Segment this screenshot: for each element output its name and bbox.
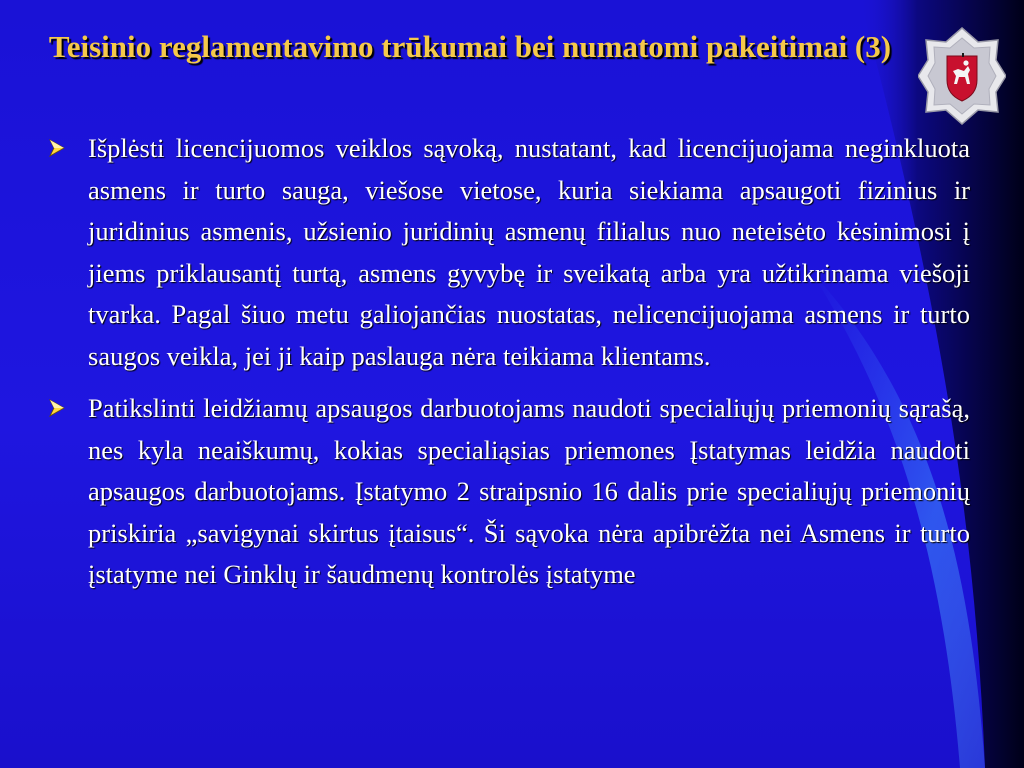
arrow-bullet-icon xyxy=(48,139,66,157)
bullet-text: Patikslinti leidžiamų apsaugos darbuotojams naudoti specialiųjų priemonių sąrašą, nes kyla neaiškumų, kokias specialiąsias priemones Įstatymas leidžia naudoti apsaugos darbuotojams. Įstatymo 2 straipsnio 16 dalis prie specialiųjų priemonių priskiria „savigynai skirtus įtaisus“. Ši sąvoka nėra apibrėžta nei Asmens ir turto įstatyme nei Ginklų ir šaudmenų kontrolės įstatyme xyxy=(88,393,970,589)
bullet-text: Išplėsti licencijuomos veiklos sąvoką, nustatant, kad licencijuojama neginkluota asmens ir turto sauga, viešose vietose, kuria siekiama apsaugoti fizinius ir juridinius asmenis, užsienio juridinių asmenų filialus nuo neteisėto kėsinimosi į jiems priklausantį turtą, asmens gyvybę ir sveikatą arba yra užtikrinama viešoji tvarka. Pagal šiuo metu galiojančias nuostatas, nelicencijuojama asmens ir turto saugos veikla, jei ji kaip paslauga nėra teikiama klientams. xyxy=(88,133,970,371)
bullet-item xyxy=(48,388,970,596)
arrow-bullet-icon xyxy=(48,399,66,417)
lithuanian-police-emblem-icon xyxy=(918,26,1006,126)
slide-title: Teisinio reglamentavimo trūkumai bei numatomi pakeitimai (3) xyxy=(48,29,892,64)
bullet-list xyxy=(48,128,970,607)
bullet-item xyxy=(48,128,970,377)
